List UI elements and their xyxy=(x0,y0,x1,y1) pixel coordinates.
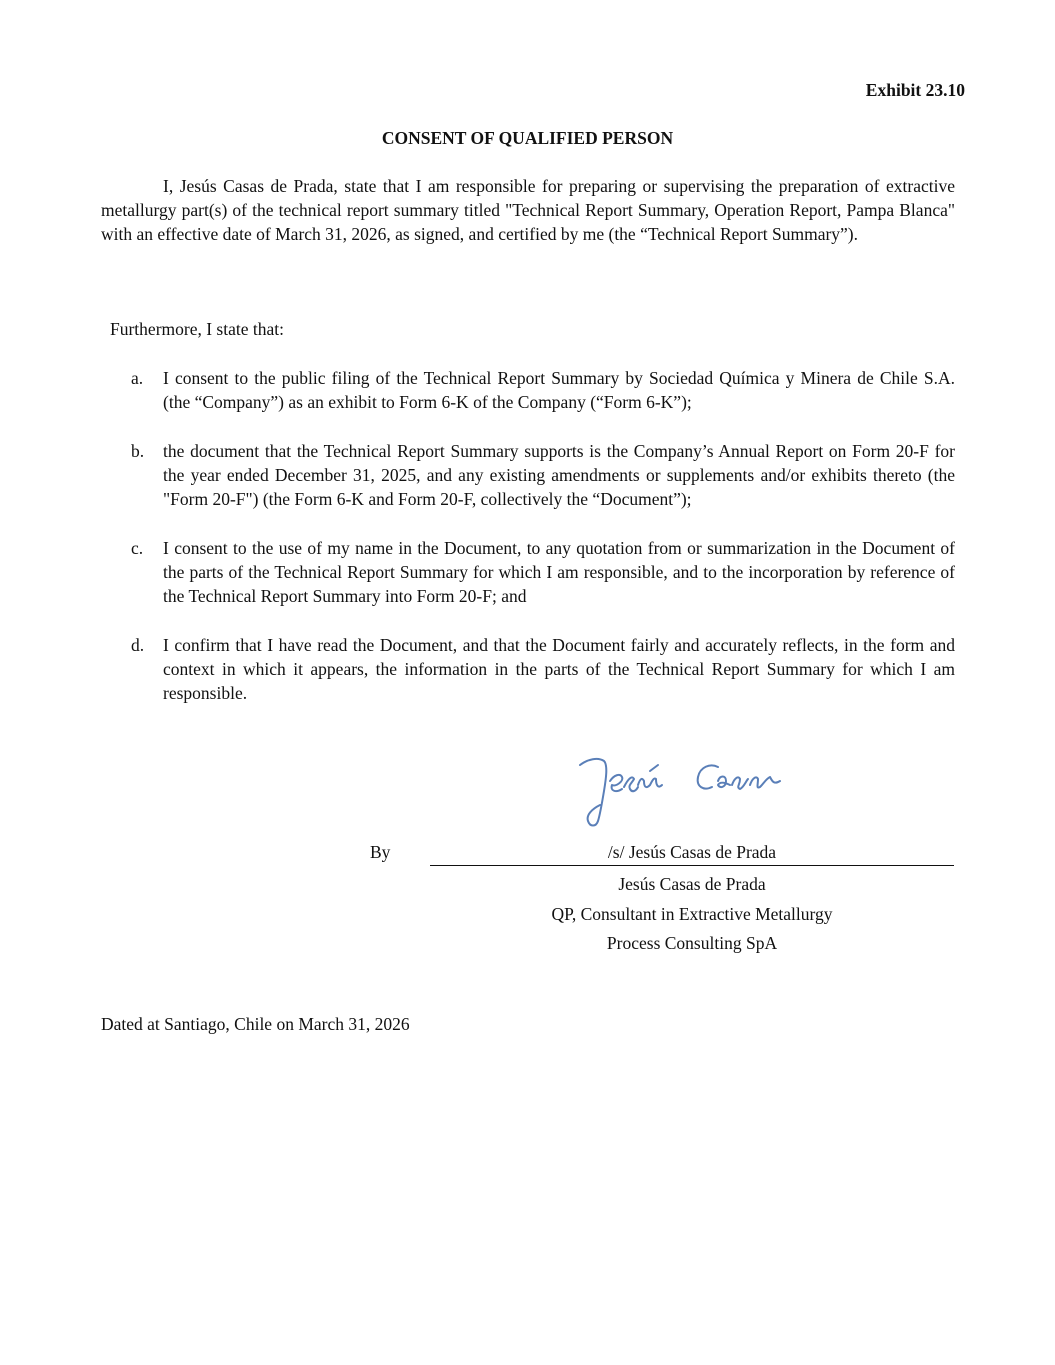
signature-rule xyxy=(430,865,954,866)
list-item xyxy=(101,536,955,608)
handwritten-signature xyxy=(570,745,795,830)
signer-block xyxy=(430,870,954,959)
signer-name: Jesús Casas de Prada xyxy=(618,874,766,894)
furthermore-statement: Furthermore, I state that: xyxy=(110,319,284,339)
intro-paragraph: I, Jesús Casas de Prada, state that I am responsible for preparing or supervising the preparation of extractive metallurgy part(s) of the technical report summary titled "Technical Report Summary, Operation Report, Pampa Blanca" with an effective date of March 31, 2026, as signed, and certified by me (the “Technical Report Summary”). xyxy=(101,176,955,244)
list-item-text: the document that the Technical Report Summary supports is the Company’s Annual Report on Form 20-F for the year ended December 31, 2025, and any existing amendments or supplements and/or exhibits thereto (the "Form 20-F") (the Form 6-K and Form 20-F, collectively the “Document”); xyxy=(163,441,955,509)
document-title: CONSENT OF QUALIFIED PERSON xyxy=(381,128,674,148)
list-item xyxy=(101,439,955,511)
list-item xyxy=(101,366,955,414)
list-item xyxy=(101,633,955,705)
list-item-text: I confirm that I have read the Document, and that the Document fairly and accurately reflects, in the form and context in which it appears, the information in the parts of the Technical Report Summary for which I am responsible. xyxy=(163,635,955,703)
dated-statement: Dated at Santiago, Chile on March 31, 2026 xyxy=(101,1014,410,1034)
list-marker: c. xyxy=(131,538,144,558)
exhibit-number: Exhibit 23.10 xyxy=(865,80,965,100)
signer-role: QP, Consultant in Extractive Metallurgy xyxy=(551,903,833,924)
list-marker: a. xyxy=(131,368,144,388)
signer-company: Process Consulting SpA xyxy=(606,933,778,953)
list-marker: b. xyxy=(131,441,145,461)
signed-line: /s/ Jesús Casas de Prada xyxy=(607,842,777,862)
statement-list xyxy=(101,366,955,730)
list-marker: d. xyxy=(131,635,145,655)
list-item-text: I consent to the use of my name in the Document, to any quotation from or summarization in the Document of the parts of the Technical Report Summary for which I am responsible, and to the incorporation by reference of the Technical Report Summary into Form 20-F; and xyxy=(163,538,955,606)
by-label: By xyxy=(370,842,391,862)
list-item-text: I consent to the public filing of the Technical Report Summary by Sociedad Química y Minera de Chile S.A. (the “Company”) as an exhibit to Form 6-K of the Company (“Form 6-K”); xyxy=(163,368,955,412)
